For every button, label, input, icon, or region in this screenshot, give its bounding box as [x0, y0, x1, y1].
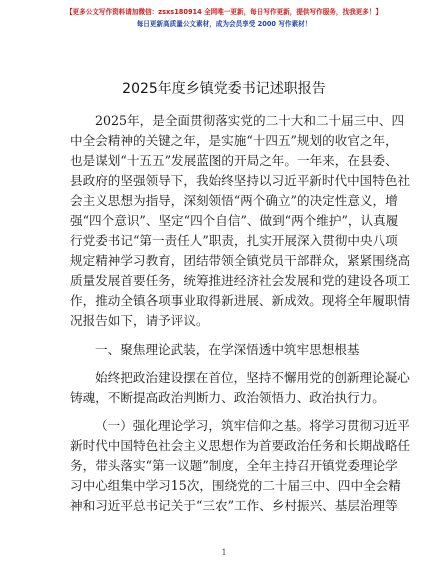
body-line: 习中心组集中学习15次，围绕党的二十届三中、四中全会精 — [70, 478, 401, 493]
document-title: 2025年度乡镇党委书记述职报告 — [122, 81, 326, 97]
subsection-line: （一）强化理论学习，筑牢信仰之基。将学习贯彻习近平 — [95, 418, 410, 433]
body-line: 况报告如下，请予评议。 — [70, 313, 209, 328]
promo-banner-top: 【更多公文写作资料请加微信：zsxs180914 全网唯一更新，每日写作更新，提供写作服务，找我更多！】 — [65, 8, 383, 16]
body-line: 2025年，是全面贯彻落实党的二十大和二十届三中、四 — [95, 113, 405, 128]
body-line: 作，推动全镇各项事业取得新进展、新成效。现将全年履职情 — [70, 293, 411, 308]
promo-banner-subtitle: 每日更新高质量公文素材，成为会员享受 2000 写作素材！ — [136, 20, 312, 28]
body-line: 县政府的坚强领导下，我始终坚持以习近平新时代中国特色社 — [70, 173, 411, 188]
body-line: 会主义思想为指导，深刻领悟“两个确立”的决定性意义，增 — [70, 193, 398, 208]
body-line: 规定精神学习教育，团结带领全镇党员干部群众，紧紧围绕高 — [70, 253, 411, 268]
body-line: 务，带头落实“第一议题”制度，全年主持召开镇党委理论学 — [70, 458, 398, 473]
body-line: 强“四个意识”、坚定“四个自信”、做到“两个维护”，认真履 — [70, 213, 399, 228]
body-line: 铸魂，不断提高政治判断力、政治领悟力、政治执行力。 — [70, 390, 385, 405]
body-line: 也是谋划“十五五”发展蓝图的开局之年。一年来，在县委、 — [70, 153, 398, 168]
body-line: 行党委书记“第一责任人”职责，扎实开展深入贯彻中央八项 — [70, 233, 398, 248]
body-line: 新时代中国特色社会主义思想作为首要政治任务和长期战略任 — [70, 438, 411, 453]
body-line: 神和习近平总书记关于“三农”工作、乡村振兴、基层治理等 — [70, 498, 398, 513]
body-line: 始终把政治建设摆在首位，坚持不懈用党的创新理论凝心 — [95, 370, 410, 385]
body-line: 质量发展首要任务，统筹推进经济社会发展和党的建设各项工 — [70, 273, 411, 288]
page-number: 1 — [221, 548, 227, 557]
body-line: 中全会精神的关键之年，是实施“十四五”规划的收官之年， — [70, 133, 398, 148]
section-heading: 一、聚焦理论武装，在学深悟透中筑牢思想根基 — [95, 342, 360, 357]
